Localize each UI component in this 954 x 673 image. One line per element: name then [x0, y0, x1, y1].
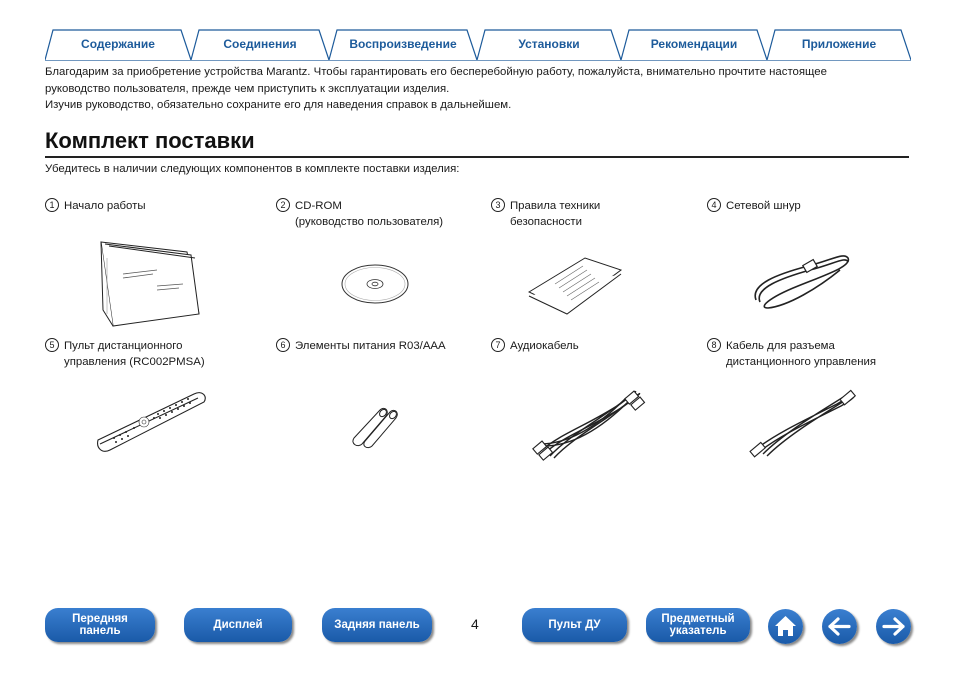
home-icon — [768, 609, 803, 644]
item-label: Кабель для разъема — [726, 340, 835, 352]
rear-panel-button[interactable] — [322, 608, 432, 642]
item-number: 3 — [491, 198, 505, 212]
power-cord-image — [748, 244, 856, 312]
tab-contents[interactable]: Содержание — [81, 37, 155, 51]
item-label-2: безопасности — [510, 216, 583, 228]
item-label-2: управления (RC002PMSA) — [64, 356, 205, 368]
item-number: 8 — [707, 338, 721, 352]
item-number: 4 — [707, 198, 721, 212]
home-button[interactable] — [768, 609, 803, 644]
item-label: Начало работы — [64, 200, 146, 212]
tab-playback[interactable]: Воспроизведение — [349, 37, 457, 51]
item-label: Сетевой шнур — [726, 200, 801, 212]
intro-text — [45, 64, 915, 114]
lead-text: Убедитесь в наличии следующих компонентов в комплекте поставки изделия: — [45, 163, 460, 175]
item-label-2: дистанционного управления — [726, 356, 877, 368]
back-button[interactable] — [822, 609, 857, 644]
item-label: CD-ROM — [295, 200, 342, 212]
index-label-1: Предметный — [661, 613, 735, 625]
tab-appendix[interactable]: Приложение — [801, 37, 877, 51]
item-label: Правила техники — [510, 200, 601, 212]
item-1 — [45, 198, 146, 214]
item-label: Аудиокабель — [510, 340, 579, 352]
intro-line-1: Благодарим за приобретение устройства Marantz. Чтобы гарантировать его бесперебойную работу, пожалуйста, внимательно прочтите настоящее — [45, 66, 827, 78]
item-5 — [45, 338, 205, 370]
page-number: 4 — [471, 616, 479, 632]
title-underline — [45, 156, 909, 158]
page-title: Комплект поставки — [45, 128, 255, 153]
item-number: 5 — [45, 338, 59, 352]
item-7 — [491, 338, 579, 354]
item-number: 1 — [45, 198, 59, 212]
arrow-left-icon — [822, 609, 857, 644]
item-label: Пульт дистанционного — [64, 340, 183, 352]
display-label: Дисплей — [213, 619, 263, 631]
item-label-2: (руководство пользователя) — [295, 216, 444, 228]
index-label-2: указатель — [669, 625, 727, 637]
tab-tips[interactable]: Рекомендации — [650, 37, 738, 51]
tab-settings[interactable]: Установки — [518, 37, 580, 51]
item-label: Элементы питания R03/AAA — [295, 340, 446, 352]
item-6 — [276, 338, 446, 354]
audio-cable-image — [530, 384, 650, 464]
top-tab-bar — [45, 27, 911, 61]
front-panel-label-2: панель — [79, 625, 121, 637]
safety-leaflet-image — [525, 248, 625, 318]
tab-connections[interactable]: Соединения — [223, 37, 297, 51]
display-button[interactable] — [184, 608, 292, 642]
remote-control-image — [94, 388, 212, 454]
front-panel-label-1: Передняя — [72, 613, 128, 625]
remote-label: Пульт ДУ — [548, 619, 601, 631]
remote-connector-cable-image — [745, 384, 861, 462]
front-panel-button[interactable] — [45, 608, 155, 642]
forward-button[interactable] — [876, 609, 911, 644]
batteries-image — [350, 402, 400, 450]
item-4 — [707, 198, 801, 214]
cd-rom-image — [340, 262, 410, 304]
item-number: 6 — [276, 338, 290, 352]
item-number: 7 — [491, 338, 505, 352]
index-button[interactable] — [646, 608, 750, 642]
rear-panel-label: Задняя панель — [334, 619, 420, 631]
item-3 — [491, 198, 600, 230]
intro-line-2: руководство пользователя, прежде чем приступить к эксплуатации изделия. — [45, 82, 450, 95]
item-number: 2 — [276, 198, 290, 212]
intro-line-3: Изучив руководство, обязательно сохраните его для наведения справок в дальнейшем. — [45, 99, 512, 111]
arrow-right-icon — [876, 609, 911, 644]
item-2 — [276, 198, 443, 230]
item-8 — [707, 338, 876, 370]
remote-control-button[interactable] — [522, 608, 627, 642]
quick-start-guide-image — [95, 238, 205, 328]
